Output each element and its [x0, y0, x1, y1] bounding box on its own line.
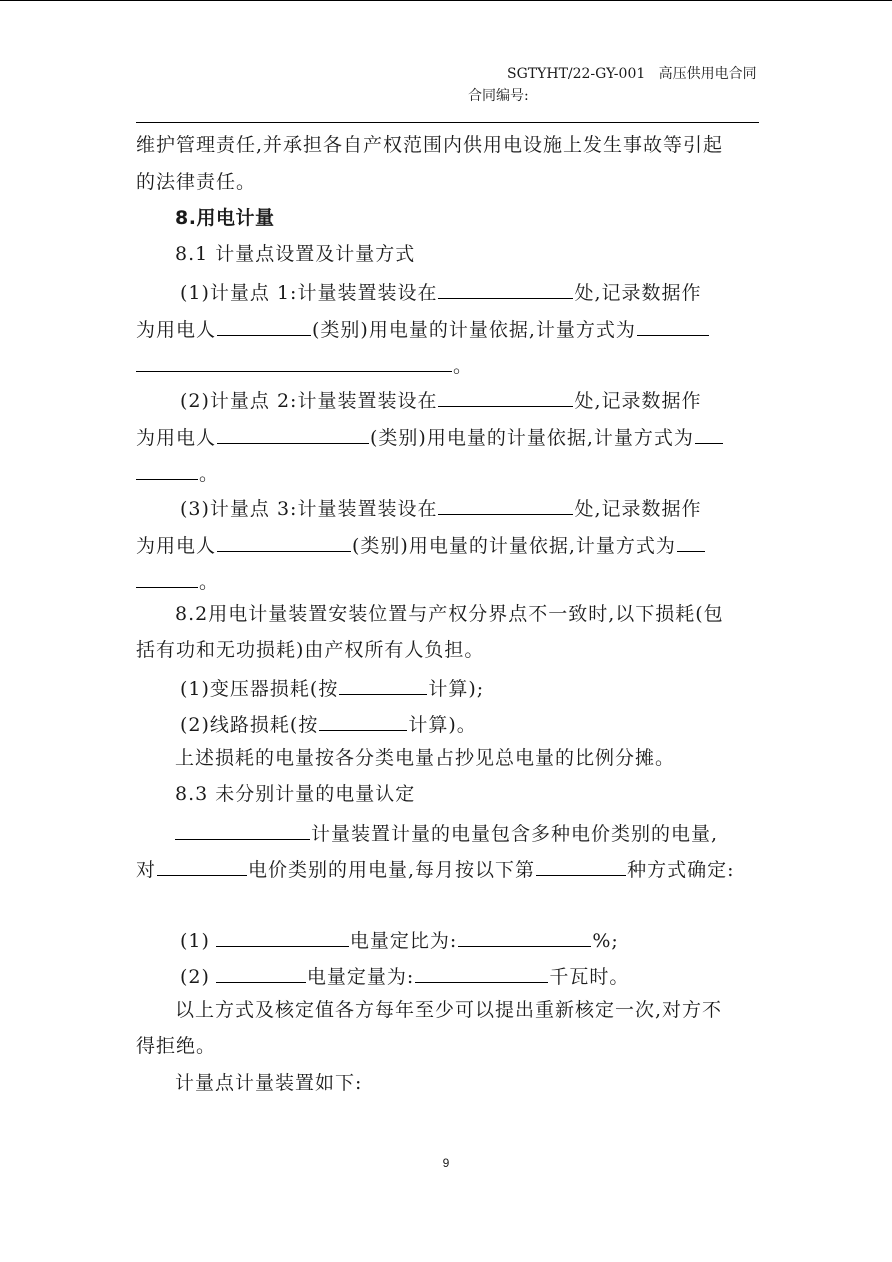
subsection-heading: 8.1 计量点设置及计量方式: [175, 243, 416, 265]
text: (类别)用电量的计量依据,计量方式为: [312, 319, 636, 341]
blank-field[interactable]: [438, 494, 573, 515]
text: %;: [592, 930, 619, 952]
paragraph-line: 的法律责任。: [136, 171, 257, 193]
page-number: 9: [442, 1156, 450, 1170]
blank-field[interactable]: [216, 962, 306, 983]
paragraph-line: [136, 459, 219, 486]
paragraph-line: 括有功和无功损耗)由产权所有人负担。: [136, 639, 485, 661]
blank-field[interactable]: [319, 710, 407, 731]
paragraph-line: [180, 278, 702, 305]
blank-field[interactable]: [677, 531, 705, 552]
paragraph-line: [136, 351, 473, 378]
paragraph-line: [136, 315, 710, 342]
paragraph-line: [180, 674, 484, 701]
header-code-title: [507, 66, 757, 82]
text: 电价类别的用电量,每月按以下第: [248, 859, 536, 881]
text: 。: [199, 571, 220, 593]
blank-field[interactable]: [217, 423, 369, 444]
paragraph-line: [180, 710, 477, 737]
page-top-border: [0, 0, 892, 1]
paragraph-line: 上述损耗的电量按各分类电量占抄见总电量的比例分摊。: [175, 747, 676, 769]
contract-title: 高压供用电合同: [658, 66, 757, 82]
text: 。: [453, 355, 474, 377]
paragraph-line: [136, 567, 219, 594]
blank-field[interactable]: [136, 567, 198, 588]
text: 处,记录数据作: [574, 498, 702, 520]
paragraph-line: 计量点计量装置如下:: [175, 1072, 363, 1094]
paragraph-line: 8.2用电计量装置安装位置与产权分界点不一致时,以下损耗(包: [175, 603, 724, 625]
text: 处,记录数据作: [574, 390, 702, 412]
paragraph-line: [136, 423, 724, 450]
text: (类别)用电量的计量依据,计量方式为: [370, 427, 694, 449]
paragraph-line: [175, 819, 718, 846]
text: (3)计量点 3:计量装置装设在: [180, 498, 438, 520]
blank-field[interactable]: [136, 351, 452, 372]
text: 。: [199, 463, 220, 485]
blank-field[interactable]: [217, 531, 351, 552]
blank-field[interactable]: [339, 674, 427, 695]
text: 计算)。: [408, 714, 477, 736]
paragraph-line: 得拒绝。: [136, 1035, 217, 1057]
paragraph-line: 维护管理责任,并承担各自产权范围内供用电设施上发生事故等引起: [136, 134, 724, 156]
paragraph-line: [136, 855, 734, 882]
subsection-heading: 8.3 未分别计量的电量认定: [175, 783, 416, 805]
section-heading: 8.用电计量: [175, 207, 275, 229]
contract-number-label: 合同编号:: [468, 88, 529, 104]
paragraph-line: [180, 926, 619, 953]
text: (2)线路损耗(按: [180, 714, 319, 736]
text: 种方式确定:: [627, 859, 735, 881]
blank-field[interactable]: [415, 962, 548, 983]
text: 对: [136, 859, 157, 881]
blank-field[interactable]: [175, 819, 310, 840]
text: (类别)用电量的计量依据,计量方式为: [352, 535, 676, 557]
blank-field[interactable]: [695, 423, 723, 444]
text: (2)计量点 2:计量装置装设在: [180, 390, 438, 412]
blank-field[interactable]: [136, 459, 198, 480]
blank-field[interactable]: [536, 855, 626, 876]
blank-field[interactable]: [438, 278, 573, 299]
text: 电量定比为:: [349, 930, 458, 952]
text: 电量定量为:: [306, 966, 415, 988]
text: 为用电人: [136, 535, 217, 557]
paragraph-line: [180, 386, 702, 413]
text: (1): [180, 930, 210, 952]
blank-field[interactable]: [157, 855, 247, 876]
blank-field[interactable]: [438, 386, 573, 407]
text: 千瓦时。: [549, 966, 630, 988]
paragraph-line: [180, 962, 629, 989]
contract-code: SGTYHT/22-GY-001: [507, 66, 646, 82]
blank-field[interactable]: [637, 315, 709, 336]
blank-field[interactable]: [458, 926, 591, 947]
text: (1)变压器损耗(按: [180, 678, 339, 700]
blank-field[interactable]: [216, 926, 349, 947]
text: 处,记录数据作: [574, 282, 702, 304]
paragraph-line: [180, 494, 702, 521]
text: 计量装置计量的电量包含多种电价类别的电量,: [311, 823, 719, 845]
blank-field[interactable]: [217, 315, 311, 336]
text: (1)计量点 1:计量装置装设在: [180, 282, 438, 304]
paragraph-line: [136, 531, 706, 558]
text: 为用电人: [136, 319, 217, 341]
text: 计算);: [428, 678, 485, 700]
text: 为用电人: [136, 427, 217, 449]
text: (2): [180, 966, 210, 988]
paragraph-line: 以上方式及核定值各方每年至少可以提出重新核定一次,对方不: [175, 999, 723, 1021]
header-rule: [136, 122, 759, 123]
